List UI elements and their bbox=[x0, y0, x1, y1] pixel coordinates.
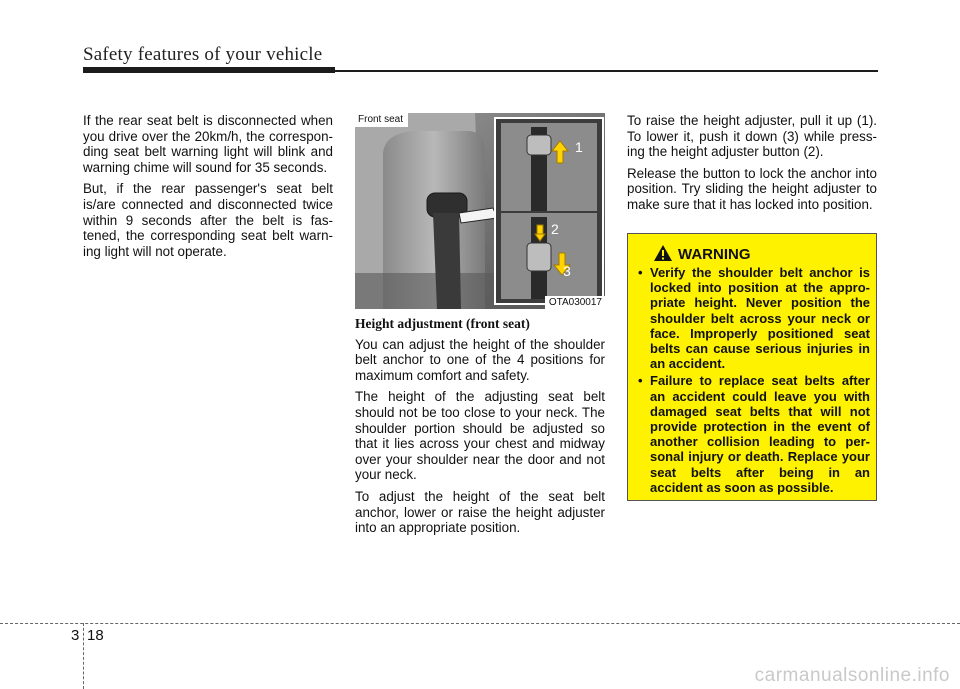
text-column-2 bbox=[355, 316, 605, 542]
warning-item bbox=[638, 373, 870, 495]
section-subheading: Height adjustment (front seat) bbox=[355, 316, 530, 331]
chapter-number: 3 bbox=[71, 627, 80, 644]
footer-rule bbox=[0, 623, 960, 624]
warning-triangle-icon bbox=[653, 244, 673, 262]
page-header-title: Safety features of your vehicle bbox=[83, 44, 323, 65]
footer-vertical-rule bbox=[83, 623, 84, 689]
figure-code: OTA030017 bbox=[545, 296, 605, 309]
seat-belt-illustration bbox=[355, 113, 605, 309]
paragraph: The height of the adjusting seat belt should not be too close to your neck. The shoulder portion should be adjusted so that it lies across your chest and midway over your shoulder near the door and not your neck. bbox=[355, 389, 605, 483]
paragraph: Release the button to lock the anchor into position. Try sliding the height adjuster to make sure that it has locked into position. bbox=[627, 165, 877, 212]
callout-3: 3 bbox=[563, 263, 571, 279]
warning-title: WARNING bbox=[678, 246, 751, 263]
paragraph: If the rear seat belt is disconnected when you drive over the 20km/h, the correspon- ding seat belt warning light will blink and warning chime will sound for 35 seconds. bbox=[83, 113, 333, 175]
paragraph: You can adjust the height of the shoulder belt anchor to one of the 4 positions for maximum comfort and safety. bbox=[355, 336, 605, 383]
header-rule-thick bbox=[83, 67, 335, 73]
figure-label: Front seat bbox=[355, 113, 408, 127]
warning-item-text: Verify the shoulder belt anchor is locked into position at the appro- priate height. Never position the shoulder belt across your neck or face. Improperly positioned seat belts can cause serious injuries in an accident. bbox=[650, 265, 870, 372]
page-number: 18 bbox=[87, 627, 104, 644]
paragraph: To raise the height adjuster, pull it up (1). To lower it, push it down (3) while press- ing the height adjuster button (2). bbox=[627, 113, 877, 160]
header-rule-thin bbox=[335, 70, 878, 72]
callout-2: 2 bbox=[551, 221, 559, 237]
warning-item-text: Failure to replace seat belts after an accident could leave you with damaged seat belts that will not provide protection in the event of another collision leading to per- sonal injury or death. Replace your seat belts after being in an accident as soon as possible. bbox=[650, 373, 870, 495]
bullet-icon: • bbox=[638, 373, 643, 389]
paragraph: To adjust the height of the seat belt anchor, lower or raise the height adjuster into an appropriate position. bbox=[355, 488, 605, 536]
text-column-3 bbox=[627, 113, 877, 219]
seat-belt-height-adjuster-figure bbox=[355, 113, 605, 309]
site-watermark: carmanualsonline.info bbox=[754, 665, 950, 686]
text-column-1 bbox=[83, 113, 333, 265]
warning-item bbox=[638, 265, 870, 371]
warning-box bbox=[627, 233, 877, 501]
warning-list bbox=[638, 265, 870, 497]
paragraph: But, if the rear passenger's seat belt is/are connected and disconnected twice within 9 seconds after the belt is fas- tened, the corresponding seat belt warn- ing light will not operate. bbox=[83, 181, 333, 259]
callout-1: 1 bbox=[575, 139, 583, 155]
bullet-icon: • bbox=[638, 265, 643, 280]
